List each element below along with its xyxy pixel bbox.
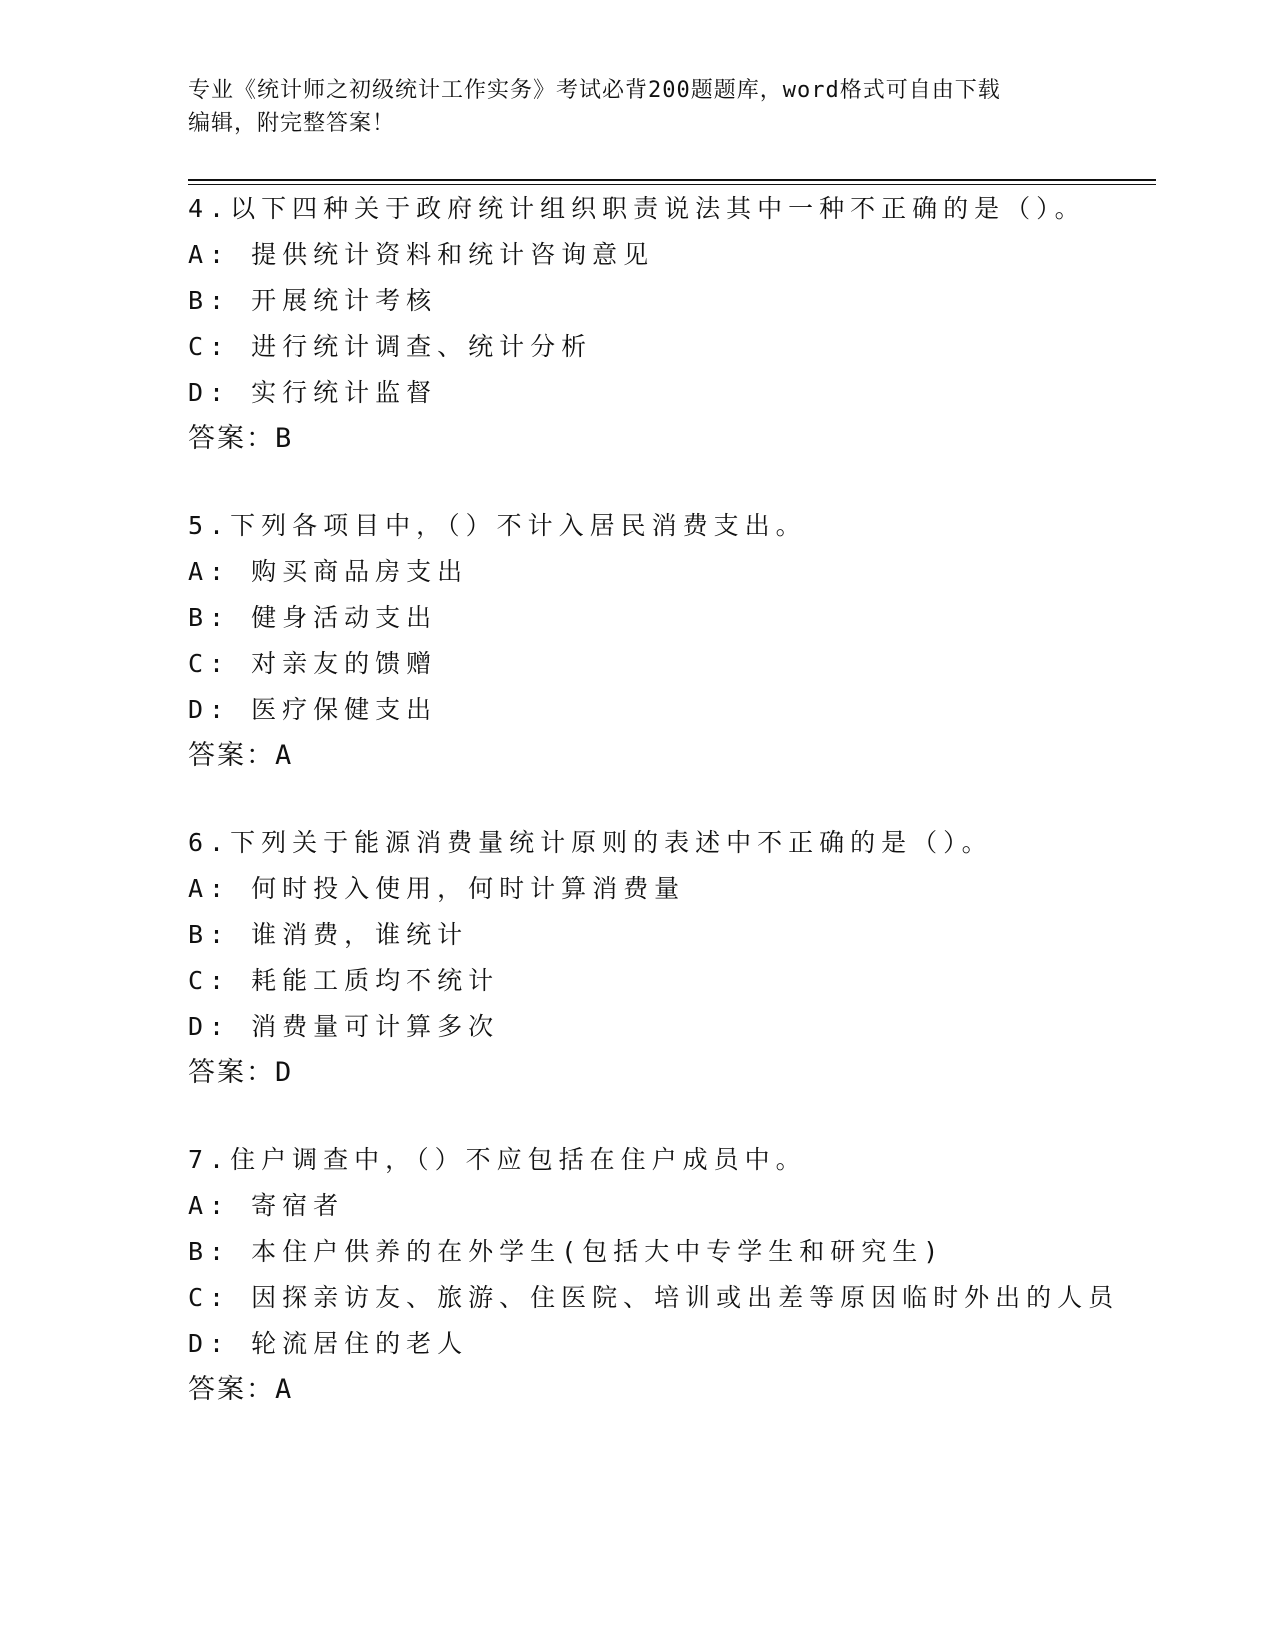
question-6 xyxy=(188,820,1128,1096)
question-5 xyxy=(188,503,1128,779)
option-b: B: 健身活动支出 xyxy=(188,603,438,632)
option-c: C: 对亲友的馈赠 xyxy=(188,649,438,678)
question-7 xyxy=(188,1137,1128,1413)
document-header xyxy=(188,74,1068,140)
option-a: A: 寄宿者 xyxy=(188,1191,345,1220)
answer: 答案：A xyxy=(188,740,294,771)
answer: 答案：D xyxy=(188,1057,294,1088)
header-divider-thick xyxy=(188,179,1156,181)
header-line-1: 专业《统计师之初级统计工作实务》考试必背200题题库，word格式可自由下载 xyxy=(188,78,1001,103)
option-c: C: 耗能工质均不统计 xyxy=(188,966,500,995)
question-stem: 7.住户调查中，（）不应包括在住户成员中。 xyxy=(188,1145,807,1174)
option-c: C: 因探亲访友、旅游、住医院、培训或出差等原因临时外出的人员 xyxy=(188,1283,1120,1312)
option-d: D: 医疗保健支出 xyxy=(188,695,438,724)
option-d: D: 轮流居住的老人 xyxy=(188,1329,469,1358)
answer: 答案：A xyxy=(188,1374,294,1405)
question-stem: 5.下列各项目中，（）不计入居民消费支出。 xyxy=(188,511,807,540)
option-b: B: 开展统计考核 xyxy=(188,286,438,315)
option-d: D: 消费量可计算多次 xyxy=(188,1012,500,1041)
option-c: C: 进行统计调查、统计分析 xyxy=(188,332,593,361)
question-stem: 4.以下四种关于政府统计组织职责说法其中一种不正确的是（）。 xyxy=(188,194,1086,223)
header-line-2: 编辑，附完整答案！ xyxy=(188,111,396,136)
option-a: A: 何时投入使用，何时计算消费量 xyxy=(188,874,686,903)
header-divider-thin xyxy=(188,184,1156,185)
option-a: A: 购买商品房支出 xyxy=(188,557,469,586)
question-stem: 6.下列关于能源消费量统计原则的表述中不正确的是（）。 xyxy=(188,828,993,857)
option-a: A: 提供统计资料和统计咨询意见 xyxy=(188,240,655,269)
option-d: D: 实行统计监督 xyxy=(188,378,438,407)
answer: 答案：B xyxy=(188,423,294,454)
option-b: B: 谁消费，谁统计 xyxy=(188,920,469,949)
option-b: B: 本住户供养的在外学生(包括大中专学生和研究生) xyxy=(188,1237,945,1266)
question-4 xyxy=(188,186,1128,462)
